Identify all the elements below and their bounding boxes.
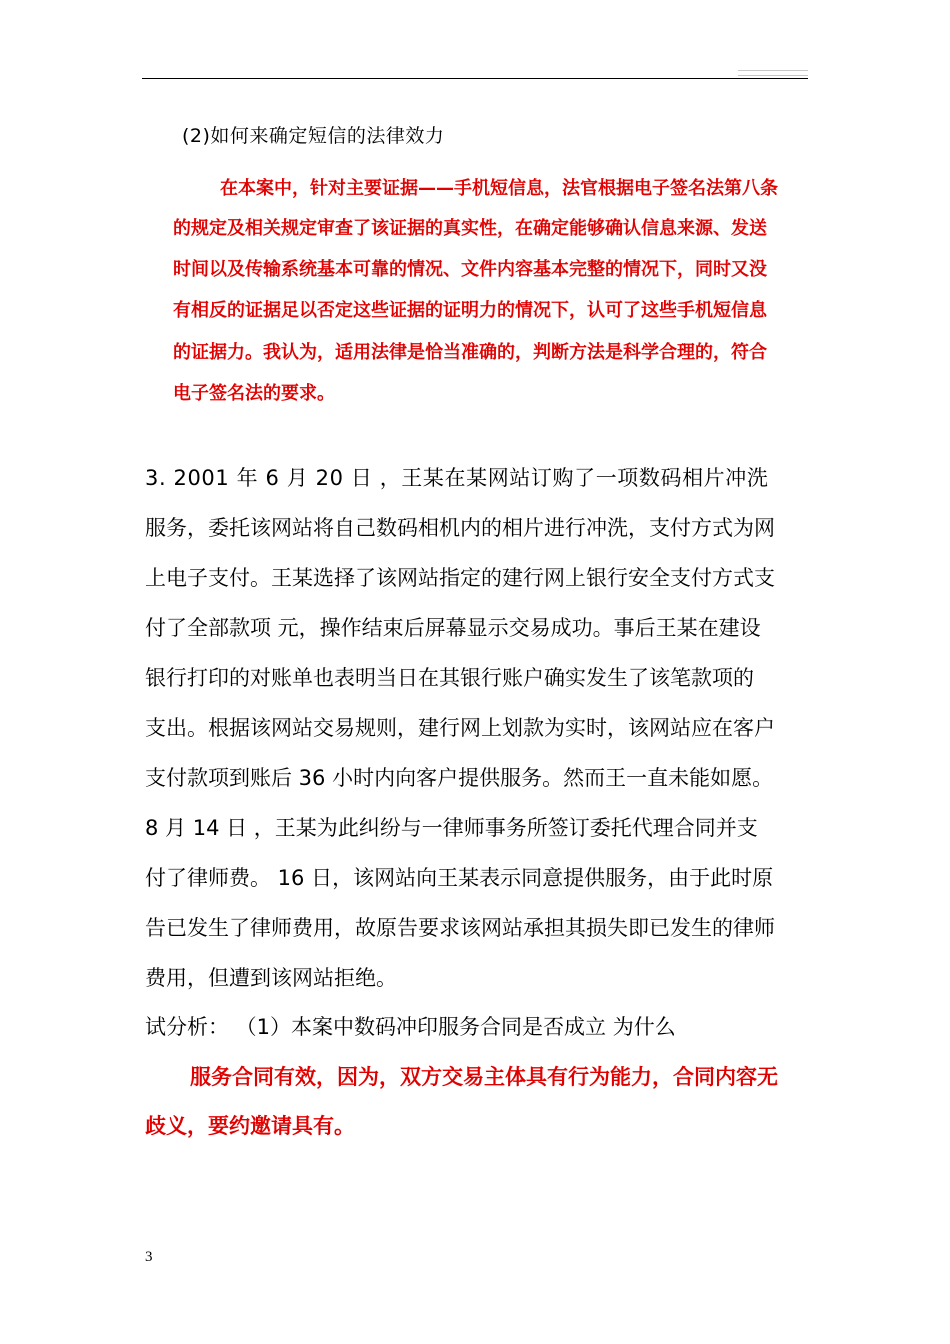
question-3-body-line: 上电子支付。王某选择了该网站指定的建行网上银行安全支付方式支 bbox=[145, 566, 775, 590]
question-2-answer-line: 电子签名法的要求。 bbox=[173, 383, 335, 404]
question-3-body-line: 支出。根据该网站交易规则，建行网上划款为实时，该网站应在客户 bbox=[145, 716, 775, 740]
question-2-answer-line: 时间以及传输系统基本可靠的情况、文件内容基本完整的情况下，同时又没 bbox=[173, 259, 767, 280]
question-2-answer-line: 的规定及相关规定审查了该证据的真实性，在确定能够确认信息来源、发送 bbox=[173, 218, 767, 239]
question-3-body-line: 银行打印的对账单也表明当日在其银行账户确实发生了该笔款项的 bbox=[145, 666, 754, 690]
header-rule bbox=[142, 78, 808, 79]
question-2-answer-line: 在本案中，针对主要证据——手机短信息，法官根据电子签名法第八条 bbox=[220, 178, 778, 199]
question-3-body-line: 8 月 14 日 ，王某为此纠纷与一律师事务所签订委托代理合同并支 bbox=[145, 816, 758, 840]
question-2-title: (2)如何来确定短信的法律效力 bbox=[182, 125, 445, 147]
question-3-body-line: 服务，委托该网站将自己数码相机内的相片进行冲洗，支付方式为网 bbox=[145, 516, 775, 540]
question-2-answer-line: 有相反的证据足以否定这些证据的证明力的情况下，认可了这些手机短信息 bbox=[173, 300, 767, 321]
question-3-body-line: 付了全部款项 元，操作结束后屏幕显示交易成功。事后王某在建设 bbox=[145, 616, 761, 640]
question-2-answer-line: 的证据力。我认为，适用法律是恰当准确的，判断方法是科学合理的，符合 bbox=[173, 342, 767, 363]
page-number: 3 bbox=[145, 1249, 153, 1265]
question-3-body-line: 3. 2001 年 6 月 20 日 ，王某在某网站订购了一项数码相片冲洗 bbox=[145, 466, 769, 490]
question-3-body-line: 付了律师费。 16 日，该网站向王某表示同意提供服务，由于此时原 bbox=[145, 866, 774, 890]
question-3-answer-line: 服务合同有效，因为，双方交易主体具有行为能力，合同内容无 bbox=[190, 1065, 778, 1089]
question-3-body-line: 告已发生了律师费用，故原告要求该网站承担其损失即已发生的律师 bbox=[145, 916, 775, 940]
question-3-answer-line: 歧义，要约邀请具有。 bbox=[145, 1114, 355, 1138]
analysis-prompt: 试分析： （1）本案中数码冲印服务合同是否成立 为什么 bbox=[145, 1015, 676, 1039]
question-3-body-line: 费用，但遭到该网站拒绝。 bbox=[145, 966, 397, 990]
question-3-body-line: 支付款项到账后 36 小时内向客户提供服务。然而王一直未能如愿。 bbox=[145, 766, 774, 790]
header-decoration bbox=[738, 70, 808, 76]
